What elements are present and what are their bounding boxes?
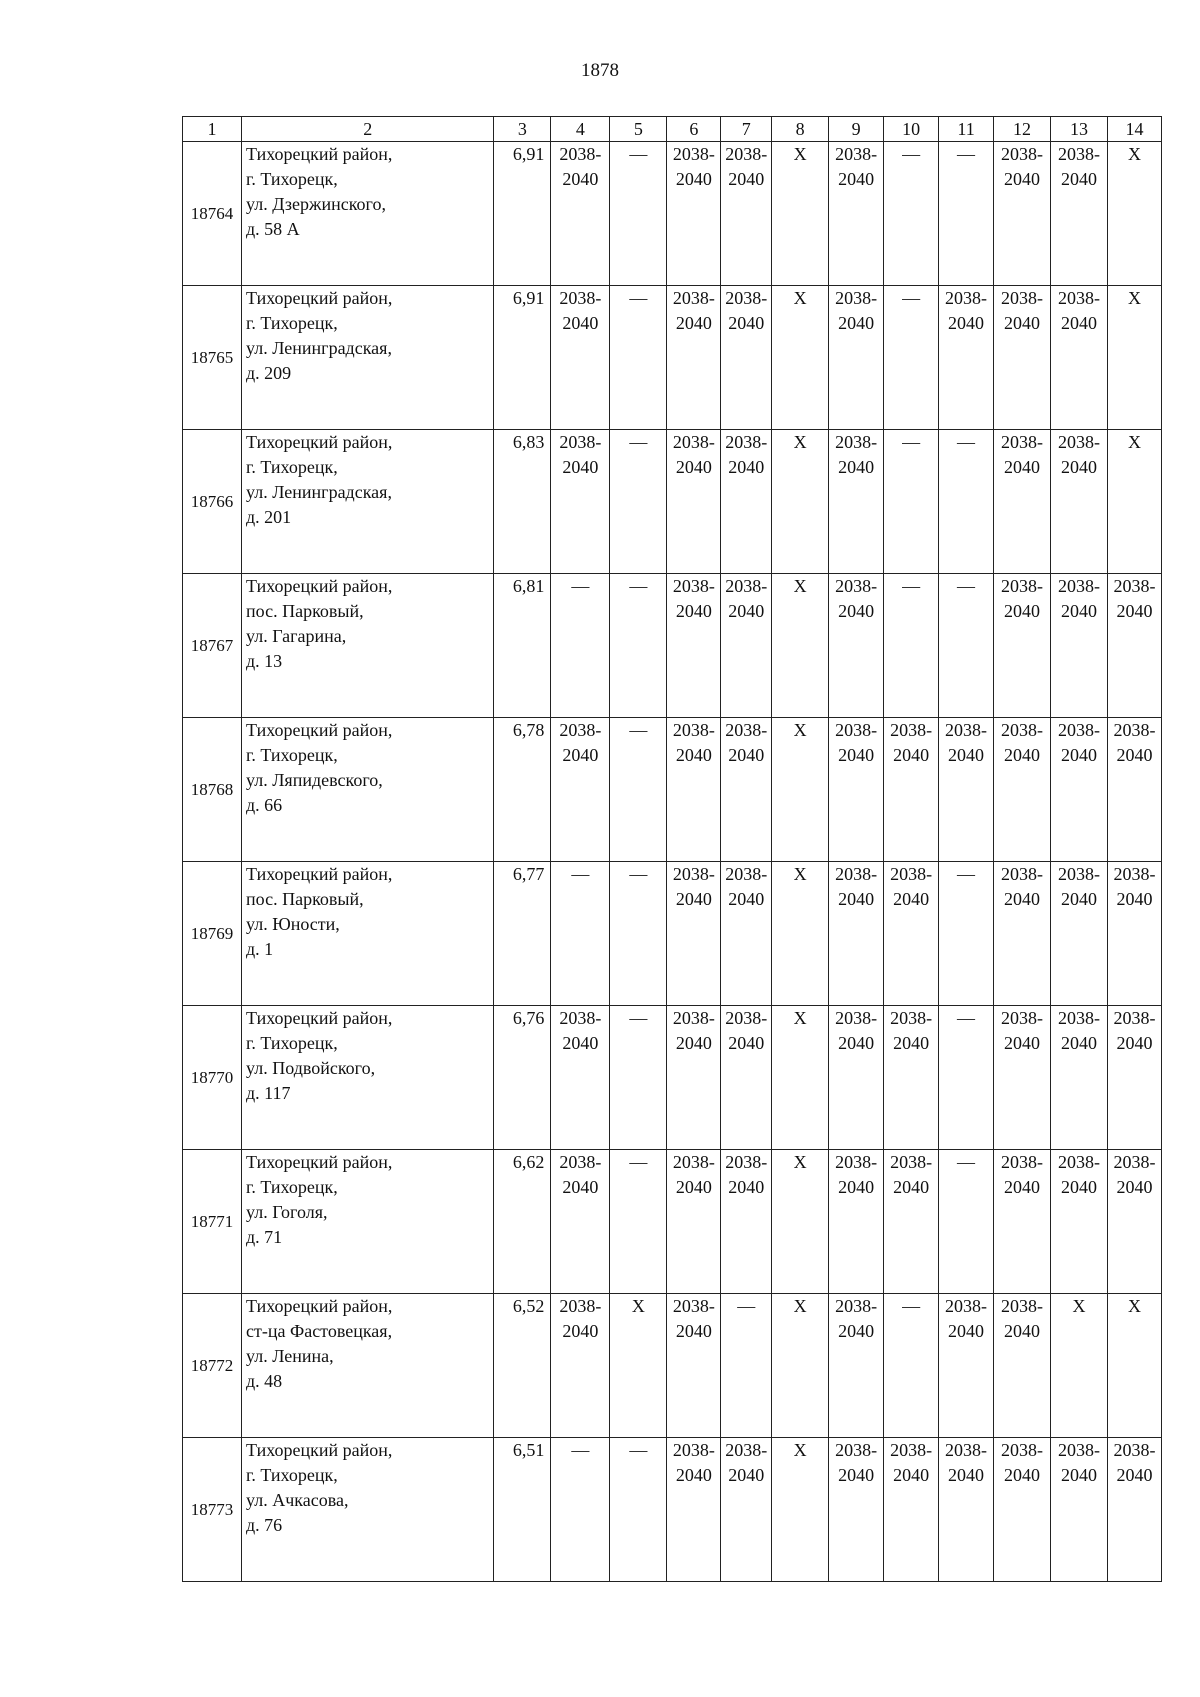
value-cell-c10: — (884, 574, 939, 718)
value-cell-c9: 2038- 2040 (829, 142, 884, 286)
table-row (183, 286, 1162, 430)
row-number-cell: 18770 (183, 1006, 242, 1150)
column-header: 3 (494, 117, 551, 142)
address-cell: Тихорецкий район, г. Тихорецк, ул. Ляпидевского, д. 66 (242, 718, 494, 862)
value-cell-c13: 2038- 2040 (1051, 862, 1108, 1006)
value-cell-c12: 2038- 2040 (994, 286, 1051, 430)
row-number-cell: 18772 (183, 1294, 242, 1438)
value-cell-c4: 2038- 2040 (551, 430, 610, 574)
address-cell: Тихорецкий район, г. Тихорецк, ул. Ленинградская, д. 201 (242, 430, 494, 574)
address-cell: Тихорецкий район, г. Тихорецк, ул. Подвойского, д. 117 (242, 1006, 494, 1150)
table-row (183, 1006, 1162, 1150)
value-cell-c5: — (610, 286, 667, 430)
value-cell-c6: 2038- 2040 (667, 1438, 721, 1582)
value-cell-c13: 2038- 2040 (1051, 1438, 1108, 1582)
value-cell-c5: — (610, 1150, 667, 1294)
value-cell-c13: 2038- 2040 (1051, 574, 1108, 718)
row-number-cell: 18769 (183, 862, 242, 1006)
value-cell-c3: 6,77 (494, 862, 551, 1006)
value-cell-c14: 2038- 2040 (1107, 718, 1161, 862)
row-number-cell: 18766 (183, 430, 242, 574)
value-cell-c14: 2038- 2040 (1107, 574, 1161, 718)
value-cell-c3: 6,62 (494, 1150, 551, 1294)
value-cell-c7: 2038- 2040 (721, 1006, 772, 1150)
value-cell-c10: — (884, 286, 939, 430)
value-cell-c14: 2038- 2040 (1107, 1006, 1161, 1150)
value-cell-c4: — (551, 862, 610, 1006)
value-cell-c10: — (884, 142, 939, 286)
value-cell-c14: X (1107, 430, 1161, 574)
value-cell-c5: X (610, 1294, 667, 1438)
address-cell: Тихорецкий район, пос. Парковый, ул. Гагарина, д. 13 (242, 574, 494, 718)
value-cell-c11: — (939, 1006, 994, 1150)
value-cell-c13: 2038- 2040 (1051, 142, 1108, 286)
row-number-cell: 18764 (183, 142, 242, 286)
value-cell-c4: — (551, 574, 610, 718)
column-header: 6 (667, 117, 721, 142)
value-cell-c3: 6,78 (494, 718, 551, 862)
value-cell-c3: 6,91 (494, 286, 551, 430)
value-cell-c11: — (939, 430, 994, 574)
value-cell-c14: X (1107, 142, 1161, 286)
value-cell-c8: X (772, 1294, 829, 1438)
register-table (182, 116, 1162, 1582)
value-cell-c4: — (551, 1438, 610, 1582)
value-cell-c13: X (1051, 1294, 1108, 1438)
value-cell-c9: 2038- 2040 (829, 1294, 884, 1438)
value-cell-c8: X (772, 574, 829, 718)
value-cell-c7: 2038- 2040 (721, 1150, 772, 1294)
value-cell-c6: 2038- 2040 (667, 1294, 721, 1438)
column-header: 5 (610, 117, 667, 142)
value-cell-c8: X (772, 862, 829, 1006)
value-cell-c9: 2038- 2040 (829, 1438, 884, 1582)
table-row (183, 1150, 1162, 1294)
value-cell-c12: 2038- 2040 (994, 862, 1051, 1006)
value-cell-c4: 2038- 2040 (551, 286, 610, 430)
address-cell: Тихорецкий район, г. Тихорецк, ул. Дзержинского, д. 58 А (242, 142, 494, 286)
value-cell-c5: — (610, 430, 667, 574)
value-cell-c6: 2038- 2040 (667, 286, 721, 430)
table-row (183, 862, 1162, 1006)
value-cell-c9: 2038- 2040 (829, 574, 884, 718)
value-cell-c6: 2038- 2040 (667, 862, 721, 1006)
value-cell-c8: X (772, 1438, 829, 1582)
value-cell-c9: 2038- 2040 (829, 862, 884, 1006)
value-cell-c4: 2038- 2040 (551, 718, 610, 862)
value-cell-c5: — (610, 862, 667, 1006)
value-cell-c9: 2038- 2040 (829, 1150, 884, 1294)
value-cell-c9: 2038- 2040 (829, 430, 884, 574)
value-cell-c8: X (772, 430, 829, 574)
value-cell-c3: 6,81 (494, 574, 551, 718)
value-cell-c13: 2038- 2040 (1051, 1150, 1108, 1294)
value-cell-c7: 2038- 2040 (721, 1438, 772, 1582)
row-number-cell: 18767 (183, 574, 242, 718)
value-cell-c11: 2038- 2040 (939, 1438, 994, 1582)
value-cell-c10: 2038- 2040 (884, 1150, 939, 1294)
value-cell-c11: — (939, 1150, 994, 1294)
address-cell: Тихорецкий район, пос. Парковый, ул. Юности, д. 1 (242, 862, 494, 1006)
value-cell-c10: 2038- 2040 (884, 718, 939, 862)
value-cell-c3: 6,52 (494, 1294, 551, 1438)
value-cell-c3: 6,76 (494, 1006, 551, 1150)
value-cell-c12: 2038- 2040 (994, 574, 1051, 718)
value-cell-c5: — (610, 1438, 667, 1582)
value-cell-c6: 2038- 2040 (667, 430, 721, 574)
page-number: 1878 (581, 60, 619, 81)
value-cell-c12: 2038- 2040 (994, 1150, 1051, 1294)
value-cell-c9: 2038- 2040 (829, 718, 884, 862)
value-cell-c14: X (1107, 1294, 1161, 1438)
value-cell-c7: 2038- 2040 (721, 286, 772, 430)
address-cell: Тихорецкий район, г. Тихорецк, ул. Гоголя, д. 71 (242, 1150, 494, 1294)
value-cell-c13: 2038- 2040 (1051, 430, 1108, 574)
row-number-cell: 18771 (183, 1150, 242, 1294)
column-header: 2 (242, 117, 494, 142)
value-cell-c12: 2038- 2040 (994, 430, 1051, 574)
table-row (183, 142, 1162, 286)
column-header: 14 (1107, 117, 1161, 142)
value-cell-c11: — (939, 142, 994, 286)
value-cell-c3: 6,91 (494, 142, 551, 286)
column-header: 13 (1051, 117, 1108, 142)
value-cell-c14: 2038- 2040 (1107, 862, 1161, 1006)
value-cell-c7: 2038- 2040 (721, 862, 772, 1006)
value-cell-c3: 6,51 (494, 1438, 551, 1582)
value-cell-c3: 6,83 (494, 430, 551, 574)
value-cell-c14: X (1107, 286, 1161, 430)
value-cell-c12: 2038- 2040 (994, 1006, 1051, 1150)
column-header: 7 (721, 117, 772, 142)
table-row (183, 574, 1162, 718)
value-cell-c4: 2038- 2040 (551, 1150, 610, 1294)
value-cell-c10: — (884, 1294, 939, 1438)
table-row (183, 718, 1162, 862)
value-cell-c5: — (610, 718, 667, 862)
value-cell-c7: — (721, 1294, 772, 1438)
value-cell-c4: 2038- 2040 (551, 1006, 610, 1150)
table-header-row (183, 117, 1162, 142)
value-cell-c13: 2038- 2040 (1051, 286, 1108, 430)
value-cell-c14: 2038- 2040 (1107, 1438, 1161, 1582)
value-cell-c7: 2038- 2040 (721, 430, 772, 574)
address-cell: Тихорецкий район, г. Тихорецк, ул. Ачкасова, д. 76 (242, 1438, 494, 1582)
value-cell-c9: 2038- 2040 (829, 286, 884, 430)
address-cell: Тихорецкий район, г. Тихорецк, ул. Ленинградская, д. 209 (242, 286, 494, 430)
value-cell-c11: — (939, 862, 994, 1006)
column-header: 1 (183, 117, 242, 142)
value-cell-c11: 2038- 2040 (939, 286, 994, 430)
value-cell-c14: 2038- 2040 (1107, 1150, 1161, 1294)
value-cell-c8: X (772, 286, 829, 430)
value-cell-c13: 2038- 2040 (1051, 1006, 1108, 1150)
table-row (183, 1438, 1162, 1582)
value-cell-c6: 2038- 2040 (667, 1006, 721, 1150)
column-header: 10 (884, 117, 939, 142)
value-cell-c13: 2038- 2040 (1051, 718, 1108, 862)
column-header: 12 (994, 117, 1051, 142)
value-cell-c8: X (772, 718, 829, 862)
column-header: 11 (939, 117, 994, 142)
value-cell-c6: 2038- 2040 (667, 142, 721, 286)
row-number-cell: 18765 (183, 286, 242, 430)
value-cell-c6: 2038- 2040 (667, 718, 721, 862)
column-header: 8 (772, 117, 829, 142)
value-cell-c12: 2038- 2040 (994, 718, 1051, 862)
value-cell-c9: 2038- 2040 (829, 1006, 884, 1150)
value-cell-c11: 2038- 2040 (939, 718, 994, 862)
value-cell-c12: 2038- 2040 (994, 142, 1051, 286)
value-cell-c5: — (610, 574, 667, 718)
value-cell-c10: — (884, 430, 939, 574)
table-row (183, 1294, 1162, 1438)
value-cell-c7: 2038- 2040 (721, 142, 772, 286)
value-cell-c5: — (610, 142, 667, 286)
value-cell-c4: 2038- 2040 (551, 142, 610, 286)
column-header: 4 (551, 117, 610, 142)
value-cell-c12: 2038- 2040 (994, 1438, 1051, 1582)
column-header: 9 (829, 117, 884, 142)
value-cell-c10: 2038- 2040 (884, 862, 939, 1006)
value-cell-c4: 2038- 2040 (551, 1294, 610, 1438)
address-cell: Тихорецкий район, ст-ца Фастовецкая, ул. Ленина, д. 48 (242, 1294, 494, 1438)
value-cell-c11: 2038- 2040 (939, 1294, 994, 1438)
value-cell-c8: X (772, 142, 829, 286)
value-cell-c7: 2038- 2040 (721, 574, 772, 718)
value-cell-c10: 2038- 2040 (884, 1438, 939, 1582)
value-cell-c7: 2038- 2040 (721, 718, 772, 862)
value-cell-c6: 2038- 2040 (667, 1150, 721, 1294)
value-cell-c8: X (772, 1150, 829, 1294)
value-cell-c11: — (939, 574, 994, 718)
value-cell-c10: 2038- 2040 (884, 1006, 939, 1150)
value-cell-c8: X (772, 1006, 829, 1150)
table-row (183, 430, 1162, 574)
row-number-cell: 18768 (183, 718, 242, 862)
value-cell-c12: 2038- 2040 (994, 1294, 1051, 1438)
row-number-cell: 18773 (183, 1438, 242, 1582)
value-cell-c5: — (610, 1006, 667, 1150)
value-cell-c6: 2038- 2040 (667, 574, 721, 718)
